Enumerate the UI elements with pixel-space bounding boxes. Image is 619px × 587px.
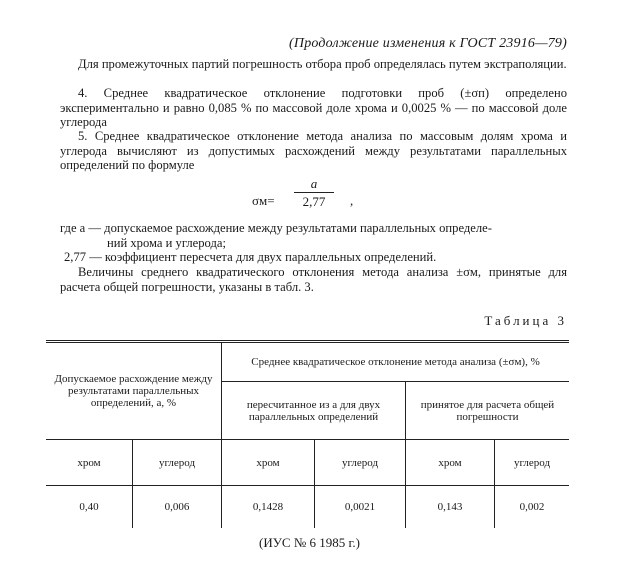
leaf-header-carbon-1: углерод [133,440,222,486]
fraction-bar [294,192,334,193]
data-table [46,340,569,528]
subheader-accepted: принятое для расчета общей погрешности [406,382,570,440]
table-cell: 0,1428 [222,486,315,528]
paragraph-item-5: 5. Среднее квадратическое отклонение метода анализа по массовым долям хрома и углерода вычисляют из допустимых расхождений между результатами параллельных определений по формуле [60,129,567,172]
paragraph-extrapolation: Для промежуточных партий погрешность отбора проб определялась путем экстраполяции. [78,57,567,71]
definition-a [60,221,567,250]
header-allowable-difference: Допускаемое расхождение между результатами параллельных определений, a, % [46,342,222,440]
definition-coefficient: 2,77 — коэффициент пересчета для двух параллельных определений. [64,250,437,264]
formula-fraction [294,176,334,209]
leaf-header-carbon-3: углерод [495,440,570,486]
paragraph-item-4: 4. Среднее квадратическое отклонение подготовки проб (±σп) определено экспериментально и равно 0,085 % по массовой доле хрома и 0,0025 % — по массовой доле углерода [60,86,567,129]
leaf-header-chromium-1: хром [46,440,133,486]
header-std-deviation: Среднее квадратическое отклонение метода анализа (±σм), % [222,342,570,382]
definition-a-start: где a — допускаемое расхождение между результатами параллельных определе- [60,221,492,235]
table-cell: 0,002 [519,500,545,513]
formula-numerator: a [310,176,318,191]
formula-trail: , [350,193,354,208]
definition-a-cont: ний хрома и углерода; [107,235,226,250]
formula-denominator: 2,77 [302,194,326,209]
leaf-header-chromium-3: хром [406,440,495,486]
table-cell: 0,40 [46,486,133,528]
paragraph-table-ref: Величины среднего квадратического отклонения метода анализа ±σм, принятые для расчета общей погрешности, указаны в табл. 3. [60,265,567,294]
subheader-recalculated: пересчитанное из a для двух параллельных определений [222,382,406,440]
document-header: (Продолжение изменения к ГОСТ 23916—79) [289,36,567,51]
table-cell: 0,006 [133,486,222,528]
table-cell: 0,0021 [315,486,406,528]
leaf-header-carbon-2: углерод [315,440,406,486]
formula-lhs: σм= [252,193,275,208]
leaf-header-chromium-2: хром [222,440,315,486]
document-footer: (ИУС № 6 1985 г.) [259,535,360,550]
table-cell: 0,143 [406,486,495,528]
table-caption: Таблица 3 [484,313,567,328]
